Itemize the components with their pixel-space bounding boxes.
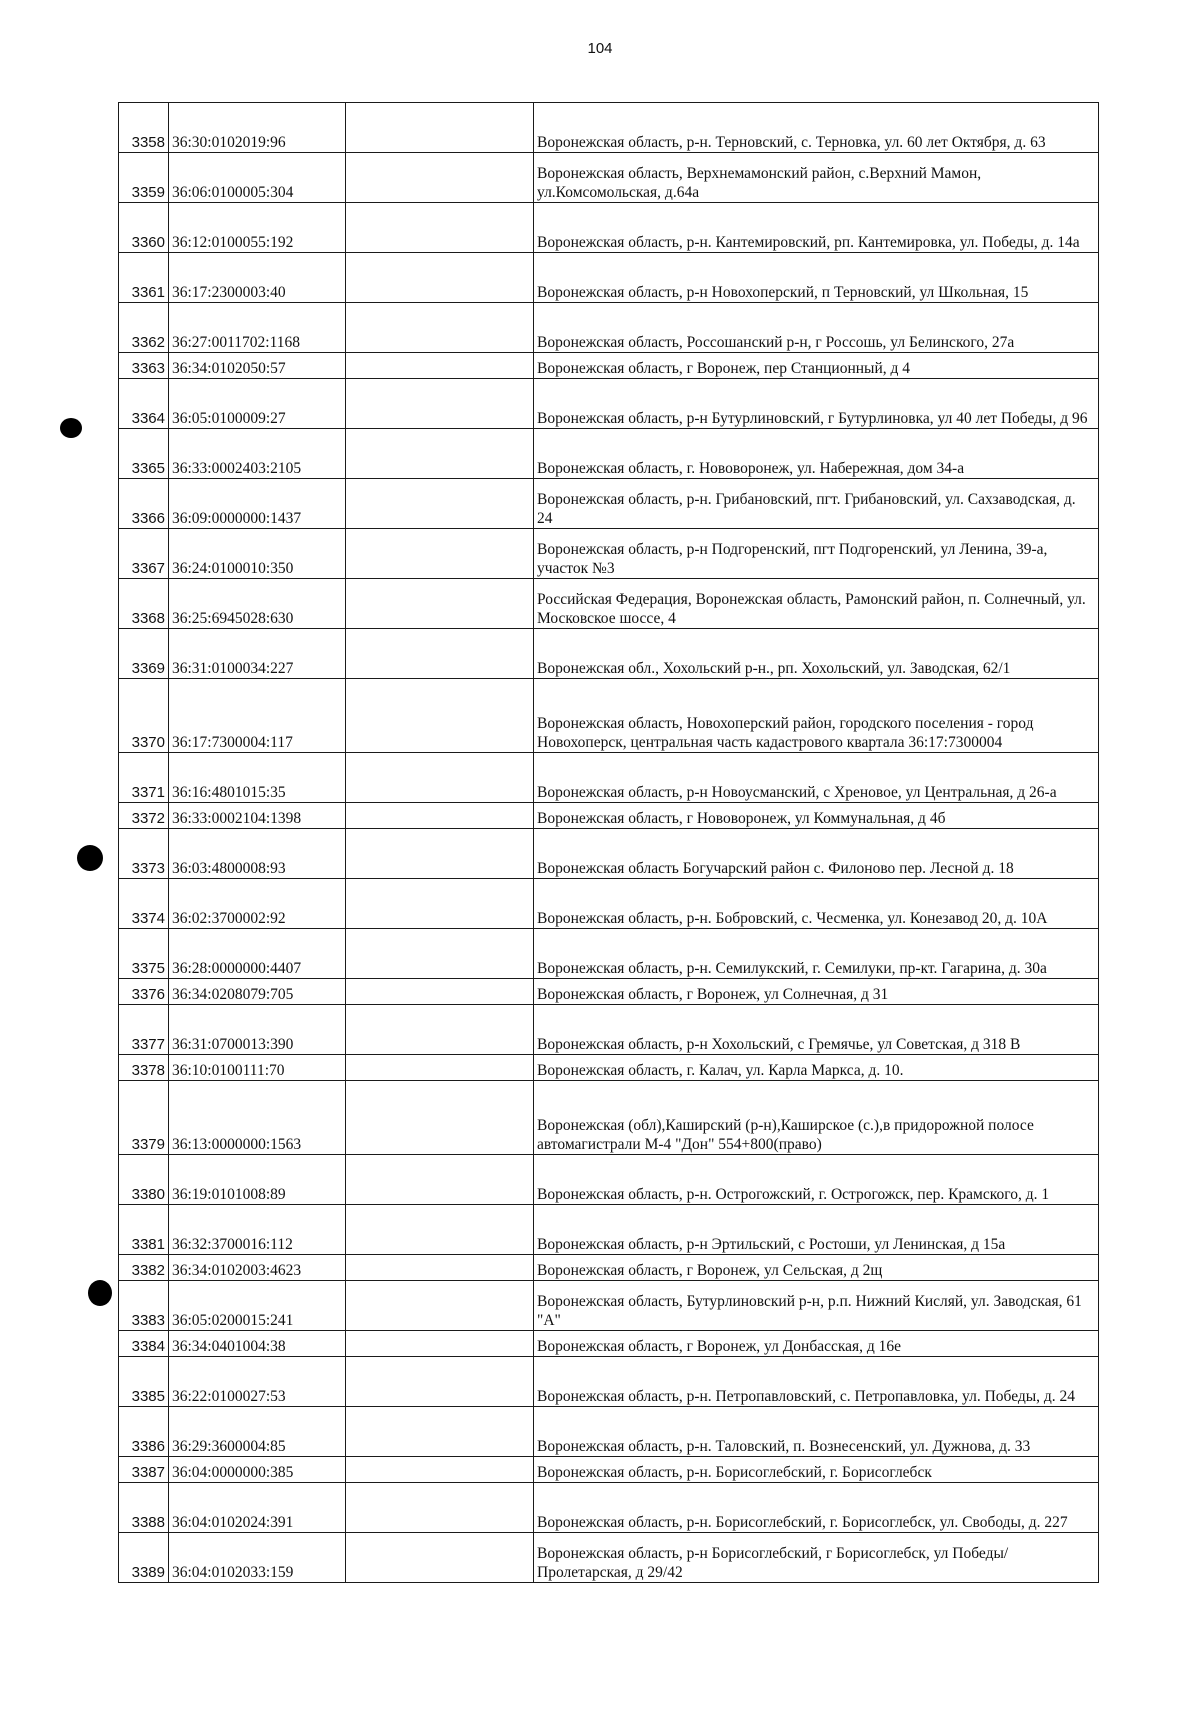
property-register-table xyxy=(118,102,1099,1583)
object-name-cell xyxy=(346,429,534,479)
table-row xyxy=(119,629,1099,679)
object-name-cell xyxy=(346,203,534,253)
record-number-cell: 3381 xyxy=(119,1205,169,1255)
table-row xyxy=(119,1155,1099,1205)
record-number-cell: 3367 xyxy=(119,529,169,579)
record-number-cell: 3379 xyxy=(119,1081,169,1155)
table-row xyxy=(119,803,1099,829)
address-cell: Воронежская область, г Воронеж, ул Солнечная, д 31 xyxy=(534,979,1099,1005)
address-cell: Воронежская область, р-н Новохоперский, п Терновский, ул Школьная, 15 xyxy=(534,253,1099,303)
record-number-cell: 3388 xyxy=(119,1483,169,1533)
cadastral-number-cell: 36:16:4801015:35 xyxy=(169,753,346,803)
table-row xyxy=(119,1331,1099,1357)
record-number-cell: 3385 xyxy=(119,1357,169,1407)
address-cell: Воронежская область, Бутурлиновский р-н, р.п. Нижний Кисляй, ул. Заводская, 61 "А" xyxy=(534,1281,1099,1331)
record-number-cell: 3382 xyxy=(119,1255,169,1281)
address-cell: Воронежская область, р-н Бутурлиновский, г Бутурлиновка, ул 40 лет Победы, д 96 xyxy=(534,379,1099,429)
record-number-cell: 3374 xyxy=(119,879,169,929)
record-number-cell: 3361 xyxy=(119,253,169,303)
table-row xyxy=(119,679,1099,753)
address-cell: Воронежская область, р-н. Петропавловский, с. Петропавловка, ул. Победы, д. 24 xyxy=(534,1357,1099,1407)
object-name-cell xyxy=(346,1483,534,1533)
table-row xyxy=(119,929,1099,979)
record-number-cell: 3370 xyxy=(119,679,169,753)
address-cell: Воронежская область, р-н. Таловский, п. Вознесенский, ул. Дужнова, д. 33 xyxy=(534,1407,1099,1457)
address-cell: Воронежская область, р-н Новоусманский, с Хреновое, ул Центральная, д 26-а xyxy=(534,753,1099,803)
cadastral-number-cell: 36:17:7300004:117 xyxy=(169,679,346,753)
cadastral-number-cell: 36:02:3700002:92 xyxy=(169,879,346,929)
address-cell: Воронежская область, р-н Хохольский, с Гремячье, ул Советская, д 318 В xyxy=(534,1005,1099,1055)
object-name-cell xyxy=(346,1357,534,1407)
cadastral-number-cell: 36:09:0000000:1437 xyxy=(169,479,346,529)
address-cell: Воронежская область, р-н Борисоглебский, г Борисоглебск, ул Победы/Пролетарская, д 29/42 xyxy=(534,1533,1099,1583)
record-number-cell: 3359 xyxy=(119,153,169,203)
cadastral-number-cell: 36:31:0100034:227 xyxy=(169,629,346,679)
object-name-cell xyxy=(346,303,534,353)
address-cell: Воронежская область, г Воронеж, ул Сельская, д 2щ xyxy=(534,1255,1099,1281)
table-row xyxy=(119,379,1099,429)
cadastral-number-cell: 36:13:0000000:1563 xyxy=(169,1081,346,1155)
address-cell: Воронежская область, г. Калач, ул. Карла Маркса, д. 10. xyxy=(534,1055,1099,1081)
table-row xyxy=(119,1081,1099,1155)
object-name-cell xyxy=(346,929,534,979)
object-name-cell xyxy=(346,379,534,429)
cadastral-number-cell: 36:04:0000000:385 xyxy=(169,1457,346,1483)
record-number-cell: 3358 xyxy=(119,103,169,153)
cadastral-number-cell: 36:06:0100005:304 xyxy=(169,153,346,203)
object-name-cell xyxy=(346,1155,534,1205)
object-name-cell xyxy=(346,1407,534,1457)
record-number-cell: 3365 xyxy=(119,429,169,479)
table-row xyxy=(119,479,1099,529)
cadastral-number-cell: 36:12:0100055:192 xyxy=(169,203,346,253)
cadastral-number-cell: 36:34:0102003:4623 xyxy=(169,1255,346,1281)
cadastral-number-cell: 36:34:0102050:57 xyxy=(169,353,346,379)
address-cell: Воронежская область, р-н Подгоренский, пгт Подгоренский, ул Ленина, 39-а, участок №3 xyxy=(534,529,1099,579)
cadastral-number-cell: 36:24:0100010:350 xyxy=(169,529,346,579)
table-row xyxy=(119,1205,1099,1255)
cadastral-number-cell: 36:28:0000000:4407 xyxy=(169,929,346,979)
cadastral-number-cell: 36:31:0700013:390 xyxy=(169,1005,346,1055)
address-cell: Воронежская (обл),Каширский (р-н),Каширское (с.),в придорожной полосе автомагистрали М-4 "Дон" 554+800(право) xyxy=(534,1081,1099,1155)
address-cell: Воронежская обл., Хохольский р-н., рп. Хохольский, ул. Заводская, 62/1 xyxy=(534,629,1099,679)
address-cell: Воронежская область, р-н. Семилукский, г. Семилуки, пр-кт. Гагарина, д. 30а xyxy=(534,929,1099,979)
record-number-cell: 3384 xyxy=(119,1331,169,1357)
address-cell: Воронежская область, р-н Эртильский, с Ростоши, ул Ленинская, д 15а xyxy=(534,1205,1099,1255)
address-cell: Воронежская область, р-н. Бобровский, с. Чесменка, ул. Конезавод 20, д. 10А xyxy=(534,879,1099,929)
cadastral-number-cell: 36:33:0002104:1398 xyxy=(169,803,346,829)
table-row xyxy=(119,1457,1099,1483)
record-number-cell: 3375 xyxy=(119,929,169,979)
table-row xyxy=(119,753,1099,803)
record-number-cell: 3368 xyxy=(119,579,169,629)
object-name-cell xyxy=(346,1533,534,1583)
record-number-cell: 3377 xyxy=(119,1005,169,1055)
object-name-cell xyxy=(346,153,534,203)
punch-hole-mark xyxy=(88,1280,112,1306)
address-cell: Воронежская область, р-н. Терновский, с. Терновка, ул. 60 лет Октября, д. 63 xyxy=(534,103,1099,153)
object-name-cell xyxy=(346,1205,534,1255)
cadastral-number-cell: 36:22:0100027:53 xyxy=(169,1357,346,1407)
object-name-cell xyxy=(346,1005,534,1055)
table-row xyxy=(119,979,1099,1005)
table-row xyxy=(119,579,1099,629)
cadastral-number-cell: 36:17:2300003:40 xyxy=(169,253,346,303)
cadastral-number-cell: 36:05:0200015:241 xyxy=(169,1281,346,1331)
object-name-cell xyxy=(346,1055,534,1081)
cadastral-number-cell: 36:03:4800008:93 xyxy=(169,829,346,879)
register-table-body xyxy=(119,103,1099,1583)
table-row xyxy=(119,253,1099,303)
object-name-cell xyxy=(346,629,534,679)
object-name-cell xyxy=(346,1255,534,1281)
table-row xyxy=(119,353,1099,379)
record-number-cell: 3386 xyxy=(119,1407,169,1457)
object-name-cell xyxy=(346,1281,534,1331)
object-name-cell xyxy=(346,479,534,529)
object-name-cell xyxy=(346,103,534,153)
object-name-cell xyxy=(346,253,534,303)
record-number-cell: 3373 xyxy=(119,829,169,879)
address-cell: Воронежская область, р-н. Кантемировский, рп. Кантемировка, ул. Победы, д. 14а xyxy=(534,203,1099,253)
table-row xyxy=(119,1255,1099,1281)
record-number-cell: 3380 xyxy=(119,1155,169,1205)
cadastral-number-cell: 36:25:6945028:630 xyxy=(169,579,346,629)
cadastral-number-cell: 36:10:0100111:70 xyxy=(169,1055,346,1081)
object-name-cell xyxy=(346,803,534,829)
address-cell: Воронежская область, г. Нововоронеж, ул. Набережная, дом 34-а xyxy=(534,429,1099,479)
table-row xyxy=(119,1281,1099,1331)
address-cell: Российская Федерация, Воронежская область, Рамонский район, п. Солнечный, ул. Московское шоссе, 4 xyxy=(534,579,1099,629)
address-cell: Воронежская область, Новохоперский район, городского поселения - город Новохоперск, центральная часть кадастрового квартала 36:17:7300004 xyxy=(534,679,1099,753)
record-number-cell: 3366 xyxy=(119,479,169,529)
table-row xyxy=(119,303,1099,353)
record-number-cell: 3372 xyxy=(119,803,169,829)
table-row xyxy=(119,1055,1099,1081)
page-number: 104 xyxy=(587,40,613,57)
table-row xyxy=(119,103,1099,153)
record-number-cell: 3362 xyxy=(119,303,169,353)
object-name-cell xyxy=(346,1081,534,1155)
table-row xyxy=(119,1005,1099,1055)
punch-hole-mark xyxy=(60,418,82,438)
object-name-cell xyxy=(346,829,534,879)
address-cell: Воронежская область Богучарский район с. Филоново пер. Лесной д. 18 xyxy=(534,829,1099,879)
record-number-cell: 3376 xyxy=(119,979,169,1005)
table-row xyxy=(119,879,1099,929)
cadastral-number-cell: 36:34:0401004:38 xyxy=(169,1331,346,1357)
cadastral-number-cell: 36:32:3700016:112 xyxy=(169,1205,346,1255)
record-number-cell: 3371 xyxy=(119,753,169,803)
cadastral-number-cell: 36:29:3600004:85 xyxy=(169,1407,346,1457)
address-cell: Воронежская область, р-н. Грибановский, пгт. Грибановский, ул. Сахзаводская, д. 24 xyxy=(534,479,1099,529)
record-number-cell: 3383 xyxy=(119,1281,169,1331)
cadastral-number-cell: 36:27:0011702:1168 xyxy=(169,303,346,353)
object-name-cell xyxy=(346,753,534,803)
table-row xyxy=(119,203,1099,253)
record-number-cell: 3363 xyxy=(119,353,169,379)
table-row xyxy=(119,529,1099,579)
record-number-cell: 3360 xyxy=(119,203,169,253)
cadastral-number-cell: 36:05:0100009:27 xyxy=(169,379,346,429)
address-cell: Воронежская область, р-н. Борисоглебский, г. Борисоглебск, ул. Свободы, д. 227 xyxy=(534,1483,1099,1533)
record-number-cell: 3364 xyxy=(119,379,169,429)
address-cell: Воронежская область, р-н. Борисоглебский, г. Борисоглебск xyxy=(534,1457,1099,1483)
address-cell: Воронежская область, г Нововоронеж, ул Коммунальная, д 4б xyxy=(534,803,1099,829)
object-name-cell xyxy=(346,1457,534,1483)
address-cell: Воронежская область, Верхнемамонский район, с.Верхний Мамон, ул.Комсомольская, д.64а xyxy=(534,153,1099,203)
object-name-cell xyxy=(346,579,534,629)
address-cell: Воронежская область, г Воронеж, ул Донбасская, д 16е xyxy=(534,1331,1099,1357)
punch-hole-mark xyxy=(77,845,103,871)
record-number-cell: 3387 xyxy=(119,1457,169,1483)
cadastral-number-cell: 36:33:0002403:2105 xyxy=(169,429,346,479)
object-name-cell xyxy=(346,353,534,379)
address-cell: Воронежская область, г Воронеж, пер Станционный, д 4 xyxy=(534,353,1099,379)
address-cell: Воронежская область, р-н. Острогожский, г. Острогожск, пер. Крамского, д. 1 xyxy=(534,1155,1099,1205)
table-row xyxy=(119,153,1099,203)
table-row xyxy=(119,1533,1099,1583)
object-name-cell xyxy=(346,679,534,753)
table-row xyxy=(119,1407,1099,1457)
record-number-cell: 3369 xyxy=(119,629,169,679)
object-name-cell xyxy=(346,529,534,579)
table-row xyxy=(119,429,1099,479)
object-name-cell xyxy=(346,879,534,929)
address-cell: Воронежская область, Россошанский р-н, г Россошь, ул Белинского, 27а xyxy=(534,303,1099,353)
table-row xyxy=(119,829,1099,879)
cadastral-number-cell: 36:34:0208079:705 xyxy=(169,979,346,1005)
cadastral-number-cell: 36:04:0102033:159 xyxy=(169,1533,346,1583)
cadastral-number-cell: 36:04:0102024:391 xyxy=(169,1483,346,1533)
table-row xyxy=(119,1357,1099,1407)
cadastral-number-cell: 36:30:0102019:96 xyxy=(169,103,346,153)
object-name-cell xyxy=(346,979,534,1005)
object-name-cell xyxy=(346,1331,534,1357)
record-number-cell: 3378 xyxy=(119,1055,169,1081)
cadastral-number-cell: 36:19:0101008:89 xyxy=(169,1155,346,1205)
table-row xyxy=(119,1483,1099,1533)
record-number-cell: 3389 xyxy=(119,1533,169,1583)
